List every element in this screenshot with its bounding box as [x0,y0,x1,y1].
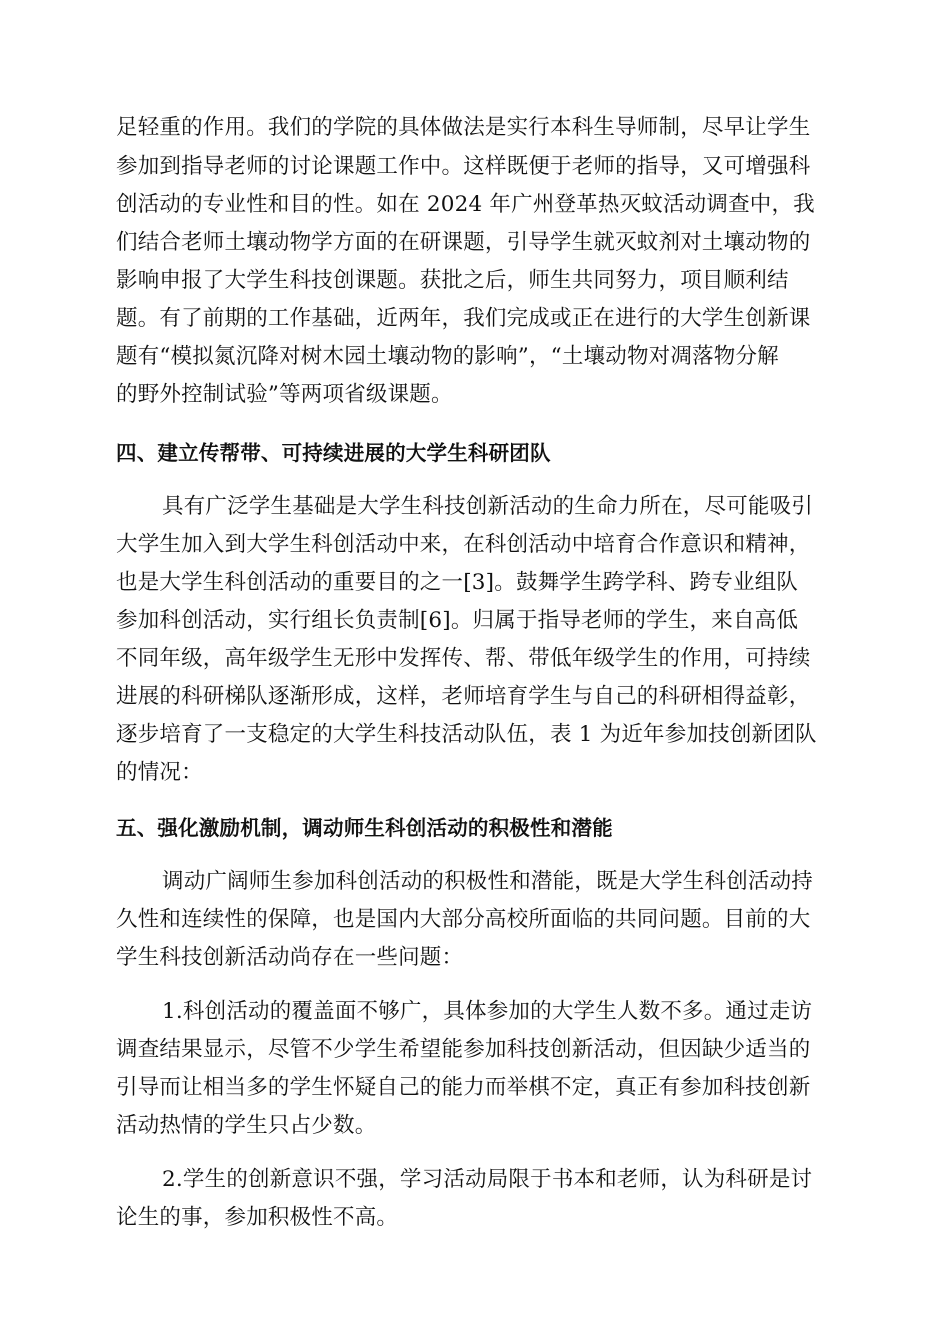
text-line: 创活动的专业性和目的性。如在 2024 年广州登革热灭蚊活动调查中，我 [116,192,815,217]
text-line: 不同年级，高年级学生无形中发挥传、帮、带低年级学生的作用，可持续 [116,646,811,671]
text-line: 的情况： [116,760,203,785]
text-line: 们结合老师土壤动物学方面的在研课题，引导学生就灭蚊剂对土壤动物的 [116,230,811,255]
text-line: 足轻重的作用。我们的学院的具体做法是实行本科生导师制，尽早让学生 [116,115,811,140]
text-line: 论生的事，参加积极性不高。 [116,1205,399,1230]
text-line: 题有“模拟氮沉降对树木园土壤动物的影响”，“土壤动物对凋落物分解 [116,344,779,369]
text-line: 引导而让相当多的学生怀疑自己的能力而举棋不定，真正有参加科技创新 [116,1075,811,1100]
text-line: 进展的科研梯队逐渐形成，这样，老师培育学生与自己的科研相得益彰， [116,684,811,709]
text-line: 具有广泛学生基础是大学生科技创新活动的生命力所在，尽可能吸引 [162,494,814,519]
text-line: 逐步培育了一支稳定的大学生科技活动队伍，表 1 为近年参加技创新团队 [116,722,817,747]
text-line: 调查结果显示，尽管不少学生希望能参加科技创新活动，但因缺少适当的 [116,1037,811,1062]
text-line: 也是大学生科创活动的重要目的之一[3]。鼓舞学生跨学科、跨专业组队 [116,570,799,595]
text-line: 久性和连续性的保障，也是国内大部分高校所面临的共同问题。目前的大 [116,907,811,932]
text-line: 大学生加入到大学生科创活动中来，在科创活动中培育合作意识和精神， [116,532,811,557]
text-line: 1.科创活动的覆盖面不够广，具体参加的大学生人数不多。通过走访 [162,999,813,1024]
text-line: 调动广阔师生参加科创活动的积极性和潜能，既是大学生科创活动持 [162,869,814,894]
text-line: 学生科技创新活动尚存在一些问题： [116,945,464,970]
text-line: 2.学生的创新意识不强，学习活动局限于书本和老师，认为科研是讨 [162,1167,813,1192]
section-heading-5: 五、强化激励机制，调动师生科创活动的积极性和潜能 [116,816,613,840]
text-line: 题。有了前期的工作基础，近两年，我们完成或正在进行的大学生创新课 [116,306,811,331]
text-line: 影响申报了大学生科技创课题。获批之后，师生共同努力，项目顺利结 [116,268,789,293]
text-line: 的野外控制试验”等两项省级课题。 [116,382,453,407]
text-line: 活动热情的学生只占少数。 [116,1113,377,1138]
text-line: 参加科创活动，实行组长负责制[6]。归属于指导老师的学生，来自高低 [116,608,799,633]
section-heading-4: 四、建立传帮带、可持续进展的大学生科研团队 [116,441,551,465]
text-line: 参加到指导老师的讨论课题工作中。这样既便于老师的指导，又可增强科 [116,154,811,179]
